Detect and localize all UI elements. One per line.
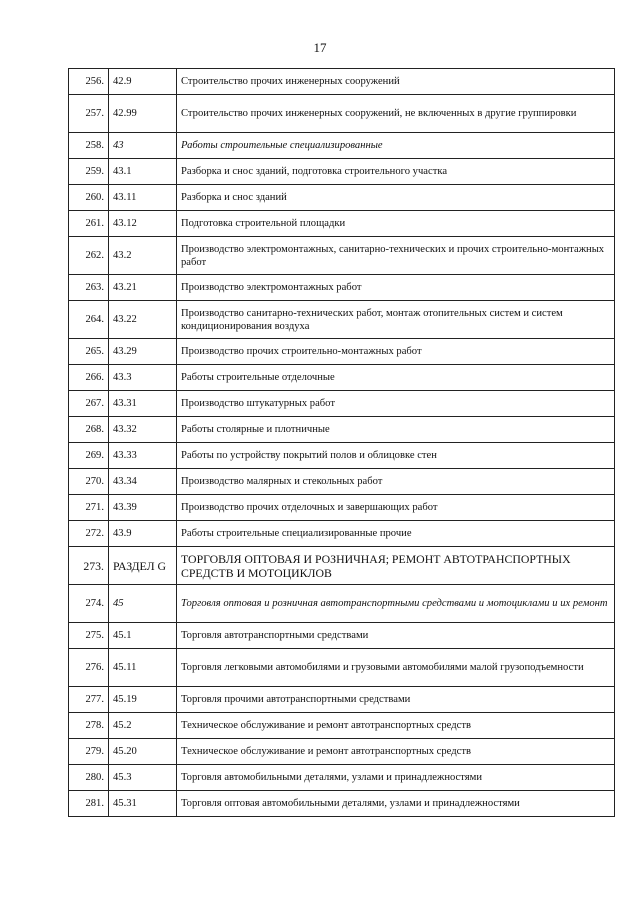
title-cell: Торговля оптовая автомобильными деталями, узлами и принадлежностями — [177, 791, 615, 817]
row-number-cell: 261. — [69, 211, 109, 237]
code-cell: 42.99 — [109, 95, 177, 133]
page-number: 17 — [313, 40, 327, 55]
title-cell: Торговля автотранспортными средствами — [177, 623, 615, 649]
title-cell: Производство прочих отделочных и завершающих работ — [177, 495, 615, 521]
table-row — [69, 687, 615, 713]
code-cell: РАЗДЕЛ G — [109, 547, 177, 585]
row-number-cell: 257. — [69, 95, 109, 133]
title-cell: Работы столярные и плотничные — [177, 417, 615, 443]
title-cell: Торговля оптовая и розничная автотранспортными средствами и мотоциклами и их ремонт — [177, 585, 615, 623]
table-row — [69, 365, 615, 391]
row-number-cell: 256. — [69, 69, 109, 95]
table-row — [69, 391, 615, 417]
table-row — [69, 713, 615, 739]
code-cell: 45.20 — [109, 739, 177, 765]
row-number-cell: 277. — [69, 687, 109, 713]
code-cell: 43.31 — [109, 391, 177, 417]
table-row — [69, 237, 615, 275]
row-number-cell: 263. — [69, 275, 109, 301]
table-row — [69, 765, 615, 791]
title-cell: Торговля легковыми автомобилями и грузовыми автомобилями малой грузоподъемности — [177, 649, 615, 687]
row-number-cell: 266. — [69, 365, 109, 391]
row-number-cell: 269. — [69, 443, 109, 469]
title-cell: Строительство прочих инженерных сооружений, не включенных в другие группировки — [177, 95, 615, 133]
title-cell: Разборка и снос зданий — [177, 185, 615, 211]
title-cell: Производство электромонтажных работ — [177, 275, 615, 301]
row-number-cell: 279. — [69, 739, 109, 765]
code-cell: 45.11 — [109, 649, 177, 687]
table-row — [69, 211, 615, 237]
title-cell: Торговля прочими автотранспортными средствами — [177, 687, 615, 713]
code-cell: 43.1 — [109, 159, 177, 185]
code-cell: 45.19 — [109, 687, 177, 713]
row-number-cell: 268. — [69, 417, 109, 443]
activity-codes-table — [68, 68, 615, 817]
title-cell: Техническое обслуживание и ремонт автотранспортных средств — [177, 739, 615, 765]
code-cell: 45.3 — [109, 765, 177, 791]
table-row — [69, 69, 615, 95]
row-number-cell: 270. — [69, 469, 109, 495]
table-row — [69, 443, 615, 469]
code-cell: 43 — [109, 133, 177, 159]
title-cell: Производство санитарно-технических работ, монтаж отопительных систем и систем кондиционирования воздуха — [177, 301, 615, 339]
title-cell: Работы строительные специализированные прочие — [177, 521, 615, 547]
row-number-cell: 280. — [69, 765, 109, 791]
title-cell: Производство штукатурных работ — [177, 391, 615, 417]
code-cell: 43.11 — [109, 185, 177, 211]
code-cell: 43.2 — [109, 237, 177, 275]
table-row — [69, 469, 615, 495]
row-number-cell: 267. — [69, 391, 109, 417]
title-cell: Производство электромонтажных, санитарно-технических и прочих строительно-монтажных работ — [177, 237, 615, 275]
title-cell: Производство прочих строительно-монтажных работ — [177, 339, 615, 365]
table-row — [69, 159, 615, 185]
code-cell: 43.21 — [109, 275, 177, 301]
table-row — [69, 133, 615, 159]
title-cell: Разборка и снос зданий, подготовка строительного участка — [177, 159, 615, 185]
title-cell: ТОРГОВЛЯ ОПТОВАЯ И РОЗНИЧНАЯ; РЕМОНТ АВТОТРАНСПОРТНЫХ СРЕДСТВ И МОТОЦИКЛОВ — [177, 547, 615, 585]
row-number-cell: 272. — [69, 521, 109, 547]
table-row — [69, 185, 615, 211]
code-cell: 43.3 — [109, 365, 177, 391]
title-cell: Торговля автомобильными деталями, узлами и принадлежностями — [177, 765, 615, 791]
row-number-cell: 264. — [69, 301, 109, 339]
code-cell: 43.9 — [109, 521, 177, 547]
row-number-cell: 281. — [69, 791, 109, 817]
table-row — [69, 791, 615, 817]
row-number-cell: 260. — [69, 185, 109, 211]
table-row — [69, 275, 615, 301]
code-cell: 43.34 — [109, 469, 177, 495]
code-cell: 45.31 — [109, 791, 177, 817]
title-cell: Подготовка строительной площадки — [177, 211, 615, 237]
table-row — [69, 739, 615, 765]
title-cell: Работы строительные отделочные — [177, 365, 615, 391]
table-body — [69, 69, 615, 817]
row-number-cell: 262. — [69, 237, 109, 275]
code-cell: 42.9 — [109, 69, 177, 95]
table-row — [69, 495, 615, 521]
row-number-cell: 274. — [69, 585, 109, 623]
code-cell: 43.22 — [109, 301, 177, 339]
row-number-cell: 273. — [69, 547, 109, 585]
table-row — [69, 417, 615, 443]
title-cell: Техническое обслуживание и ремонт автотранспортных средств — [177, 713, 615, 739]
code-cell: 43.12 — [109, 211, 177, 237]
code-cell: 43.32 — [109, 417, 177, 443]
title-cell: Работы по устройству покрытий полов и облицовке стен — [177, 443, 615, 469]
row-number-cell: 275. — [69, 623, 109, 649]
row-number-cell: 265. — [69, 339, 109, 365]
row-number-cell: 276. — [69, 649, 109, 687]
table-row — [69, 95, 615, 133]
code-cell: 43.39 — [109, 495, 177, 521]
table-row — [69, 547, 615, 585]
code-cell: 45 — [109, 585, 177, 623]
code-cell: 45.1 — [109, 623, 177, 649]
table-row — [69, 301, 615, 339]
table-row — [69, 623, 615, 649]
table-row — [69, 339, 615, 365]
title-cell: Работы строительные специализированные — [177, 133, 615, 159]
code-cell: 43.33 — [109, 443, 177, 469]
row-number-cell: 258. — [69, 133, 109, 159]
row-number-cell: 259. — [69, 159, 109, 185]
code-cell: 45.2 — [109, 713, 177, 739]
table-row — [69, 521, 615, 547]
code-cell: 43.29 — [109, 339, 177, 365]
row-number-cell: 278. — [69, 713, 109, 739]
row-number-cell: 271. — [69, 495, 109, 521]
table-row — [69, 649, 615, 687]
title-cell: Производство малярных и стекольных работ — [177, 469, 615, 495]
table-row — [69, 585, 615, 623]
title-cell: Строительство прочих инженерных сооружений — [177, 69, 615, 95]
